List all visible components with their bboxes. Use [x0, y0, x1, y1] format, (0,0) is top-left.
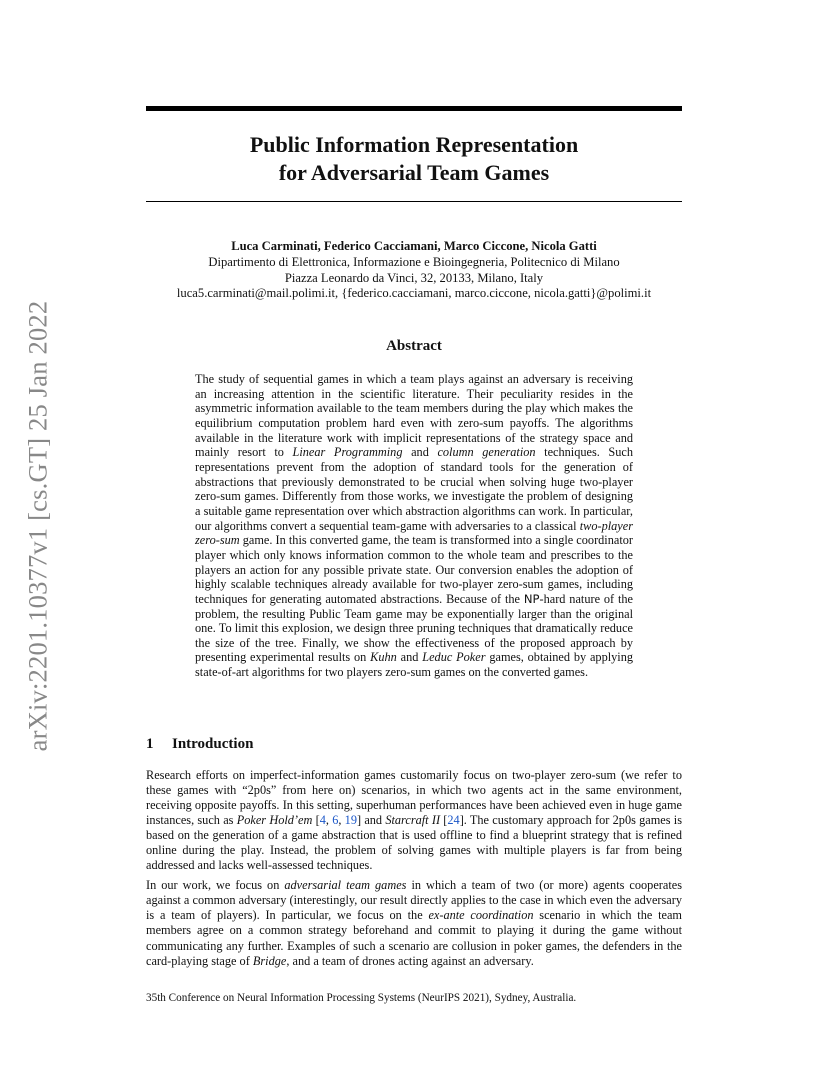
section-title: Introduction	[172, 736, 254, 752]
title-line-2: for Adversarial Team Games	[278, 160, 550, 185]
author-emails: luca5.carminati@mail.polimi.it, {federico.cacciamani, marco.ciccone, nicola.gatti}@polimi.it	[176, 286, 652, 301]
abstract-heading: Abstract	[386, 338, 442, 354]
introduction-body	[146, 768, 682, 974]
author-block	[120, 239, 708, 302]
title-bottom-rule	[146, 201, 682, 202]
citation-link[interactable]: 19	[344, 813, 357, 828]
arxiv-identifier-stamp: arXiv:2201.10377v1 [cs.GT] 25 Jan 2022	[22, 300, 53, 752]
author-address: Piazza Leonardo da Vinci, 32, 20133, Milano, Italy	[284, 270, 544, 285]
author-affiliation: Dipartimento di Elettronica, Informazione e Bioingegneria, Politecnico di Milano	[208, 254, 620, 269]
intro-paragraph-1: Research efforts on imperfect-information games customarily focus on two-player zero-sum (we refer to these games with “2p0s” from here on) scenarios, in which two agents act in the same environment, receiving opposite payoffs. In this setting, superhuman performances have been achieved even in huge game instances, such as Poker Hold’em [4, 6, 19] and Starcraft II [24]. The customary approach for 2p0s games is based on the generation of a game abstraction that is used offline to find a blueprint strategy that is refined online during the play. Instead, the problem of solving games with multiple players is far from being addressed and lacks well-assessed techniques.	[146, 768, 683, 873]
abstract-body	[195, 372, 633, 680]
citation-link[interactable]: 4	[319, 813, 326, 828]
section-heading-introduction	[146, 735, 253, 753]
title-top-rule	[146, 106, 682, 111]
title-line-1: Public Information Representation	[249, 132, 579, 157]
conference-footnote: 35th Conference on Neural Information Processing Systems (NeurIPS 2021), Sydney, Australia.	[146, 992, 577, 1004]
abstract-paragraph: The study of sequential games in which a team plays against an adversary is receiving an increasing attention in the scientific literature. Their peculiarity resides in the asymmetric information available to the team members during the play which makes the equilibrium computation problem hard even with zero-sum payoffs. The algorithms available in the literature work with implicit representations of the strategy space and mainly resort to Linear Programming and column generation techniques. Such representations prevent from the adoption of standard tools for the generation of abstractions that previously demonstrated to be crucial when solving huge two-player zero-sum games. Differently from those works, we investigate the problem of designing a suitable game representation over which abstraction algorithms can work. In particular, our algorithms convert a sequential team-game with adversaries to a classical two-player zero-sum game. In this converted game, the team is transformed into a single coordinator player which only knows information common to the whole team and prescribes to the players an action for any possible private state. Our conversion enables the adoption of highly scalable techniques already available for two-player zero-sum games, including techniques for generating automated abstractions. Because of the NP-hard nature of the problem, the resulting Public Team game may be exponentially larger than the original one. To limit this explosion, we design three pruning techniques that dramatically reduce the size of the tree. Finally, we show the effectiveness of the proposed approach by presenting experimental results on Kuhn and Leduc Poker games, obtained by applying state-of-art algorithms for two players zero-sum games on the converted games.	[195, 372, 634, 680]
citation-link[interactable]: 6	[332, 813, 339, 828]
citation-link[interactable]: 24	[447, 813, 460, 828]
paper-title	[146, 131, 682, 187]
author-names: Luca Carminati, Federico Cacciamani, Marco Ciccone, Nicola Gatti	[231, 239, 597, 253]
section-number: 1	[146, 736, 154, 752]
np-complexity-class: NP	[523, 591, 540, 606]
intro-paragraph-2: In our work, we focus on adversarial team games in which a team of two (or more) agents cooperates against a common adversary (interestingly, our result directly applies to the case in which even the adversary is a team of players). In particular, we focus on the ex-ante coordination scenario in which the team members agree on a common strategy beforehand and commit to playing it during the game without communicating any further. Examples of such a scenario are collusion in poker games, the defenders in the card-playing stage of Bridge, and a team of drones acting against an adversary.	[146, 878, 683, 968]
